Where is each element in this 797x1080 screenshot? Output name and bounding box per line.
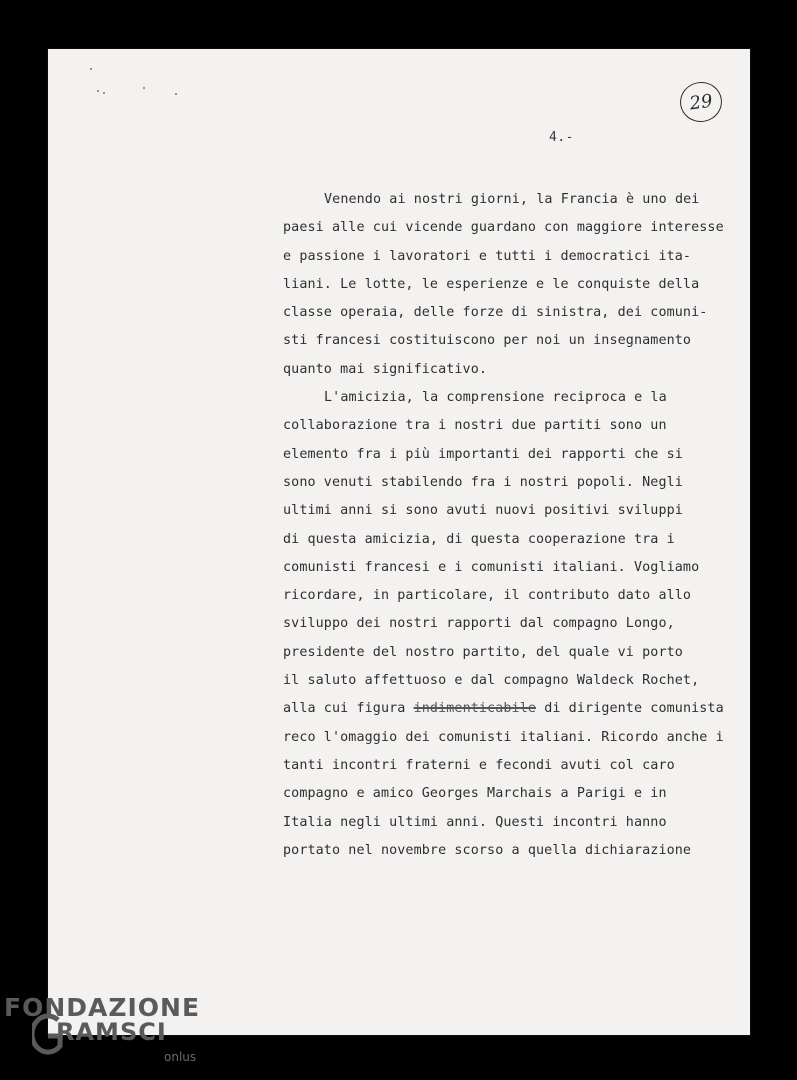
- text-line-content: ricordare, in particolare, il contributo dato allo: [283, 588, 692, 604]
- text-line: [283, 526, 753, 554]
- text-line-content: collaborazione tra i nostri due partiti sono un: [283, 418, 667, 434]
- text-line: [283, 271, 753, 299]
- text-line-continuation: di dirigente comunista: [536, 701, 724, 717]
- page-number: 4.-: [549, 130, 574, 145]
- text-line: [283, 299, 753, 327]
- text-line-content: elemento fra i più importanti dei rapporti che si: [283, 446, 683, 462]
- text-line: [283, 667, 753, 695]
- text-line: [283, 412, 753, 440]
- struck-out-word: indimenticabile: [413, 701, 537, 717]
- text-line: [283, 384, 753, 412]
- text-line: [283, 639, 753, 667]
- typed-text-body: [283, 186, 753, 865]
- text-line-content: alla cui figura: [283, 701, 414, 717]
- paper-specks: [75, 60, 195, 100]
- text-line: [283, 441, 753, 469]
- text-line: [283, 582, 753, 610]
- text-line: [283, 724, 753, 752]
- text-line-content: presidente del nostro partito, del quale vi porto: [283, 644, 683, 660]
- watermark-line2: RAMSCI: [56, 1018, 167, 1046]
- text-line: [283, 695, 753, 723]
- text-line: [283, 837, 753, 865]
- text-line: [283, 497, 753, 525]
- folio-number: 29: [688, 90, 714, 114]
- text-line-content: sono venuti stabilendo fra i nostri popoli. Negli: [283, 474, 683, 490]
- text-line-content: Venendo ai nostri giorni, la Francia è uno dei: [324, 192, 700, 207]
- text-line: [283, 186, 753, 214]
- fondazione-gramsci-watermark: [4, 990, 204, 1070]
- text-line-content: liani. Le lotte, le esperienze e le conquiste della: [283, 276, 700, 292]
- text-line: [283, 327, 753, 355]
- text-line: [283, 780, 753, 808]
- text-line-content: il saluto affettuoso e dal compagno Waldeck Rochet,: [283, 673, 700, 689]
- text-line-content: Italia negli ultimi anni. Questi incontri hanno: [283, 814, 667, 830]
- text-line: [283, 752, 753, 780]
- text-line-content: e passione i lavoratori e tutti i democratici ita-: [283, 248, 692, 264]
- text-line: [283, 214, 753, 242]
- text-line: [283, 356, 753, 384]
- text-line-content: classe operaia, delle forze di sinistra, dei comuni-: [283, 305, 708, 321]
- text-line-content: L'amicizia, la comprensione reciproca e la: [324, 390, 667, 406]
- text-line-content: di questa amicizia, di questa cooperazione tra i: [283, 531, 675, 547]
- text-line-content: tanti incontri fraterni e fecondi avuti col caro: [283, 757, 675, 773]
- text-line-content: paesi alle cui vicende guardano con maggiore interesse: [283, 220, 724, 236]
- watermark-line1: FONDAZIONE: [4, 993, 201, 1022]
- watermark-sub: onlus: [164, 1050, 197, 1064]
- text-line-content: sti francesi costituiscono per noi un insegnamento: [283, 333, 692, 349]
- text-line-content: sviluppo dei nostri rapporti dal compagno Longo,: [283, 616, 675, 632]
- text-line: [283, 610, 753, 638]
- text-line-content: ultimi anni si sono avuti nuovi positivi sviluppi: [283, 503, 683, 519]
- text-line-content: reco l'omaggio dei comunisti italiani. Ricordo anche i: [283, 729, 724, 745]
- text-line: [283, 554, 753, 582]
- text-line: [283, 809, 753, 837]
- text-line-content: compagno e amico Georges Marchais a Parigi e in: [283, 786, 667, 802]
- text-line-content: quanto mai significativo.: [283, 361, 488, 377]
- text-line: [283, 469, 753, 497]
- text-line-content: comunisti francesi e i comunisti italiani. Vogliamo: [283, 559, 700, 575]
- text-line-content: portato nel novembre scorso a quella dichiarazione: [283, 842, 692, 858]
- text-line: [283, 243, 753, 271]
